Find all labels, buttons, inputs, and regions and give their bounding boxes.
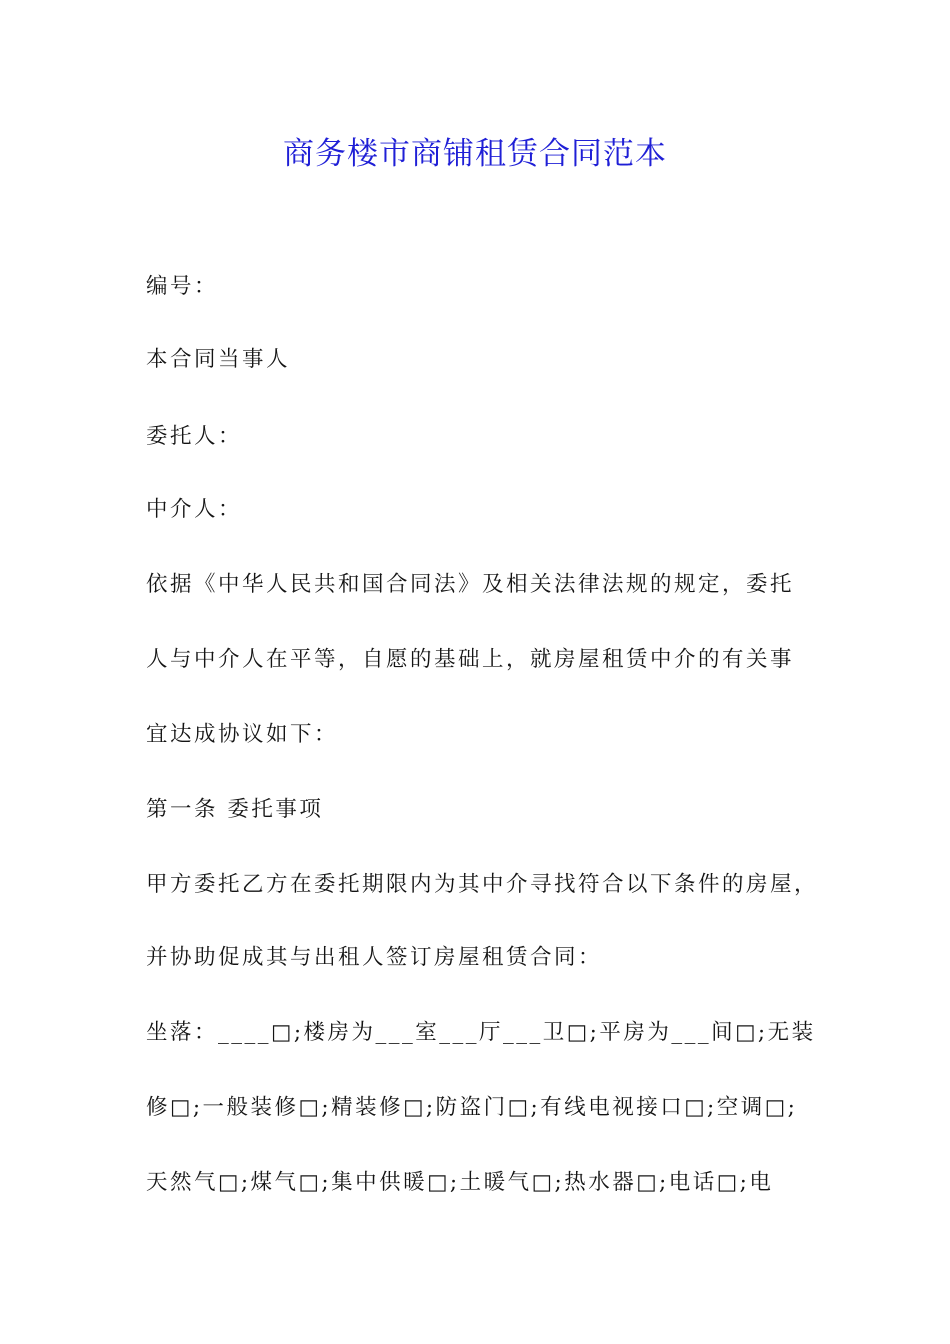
paragraph-line: 人与中介人在平等，自愿的基础上，就房屋租赁中介的有关事	[146, 647, 795, 672]
document-title: 商务楼市商铺租赁合同范本	[283, 136, 667, 172]
paragraph-line: 依据《中华人民共和国合同法》及相关法律法规的规定，委托	[146, 572, 795, 597]
article-heading: 第一条 委托事项	[146, 797, 324, 822]
paragraph-line: 并协助促成其与出租人签订房屋租赁合同：	[146, 945, 603, 970]
paragraph-line: 天然气□;煤气□;集中供暖□;土暖气□;热水器□;电话□;电	[146, 1170, 774, 1195]
paragraph-line: 甲方委托乙方在委托期限内为其中介寻找符合以下条件的房屋，	[146, 872, 819, 897]
parties-heading: 本合同当事人	[146, 347, 291, 372]
paragraph-line: 宜达成协议如下：	[146, 722, 339, 747]
agent-label: 中介人：	[146, 497, 243, 522]
paragraph-line: 修□;一般装修□;精装修□;防盗门□;有线电视接口□;空调□;	[146, 1095, 798, 1120]
contract-number-label: 编号：	[146, 274, 219, 299]
paragraph-line: 坐落：____□;楼房为___室___厅___卫□;平房为___间□;无装	[146, 1020, 816, 1045]
client-label: 委托人：	[146, 424, 243, 449]
